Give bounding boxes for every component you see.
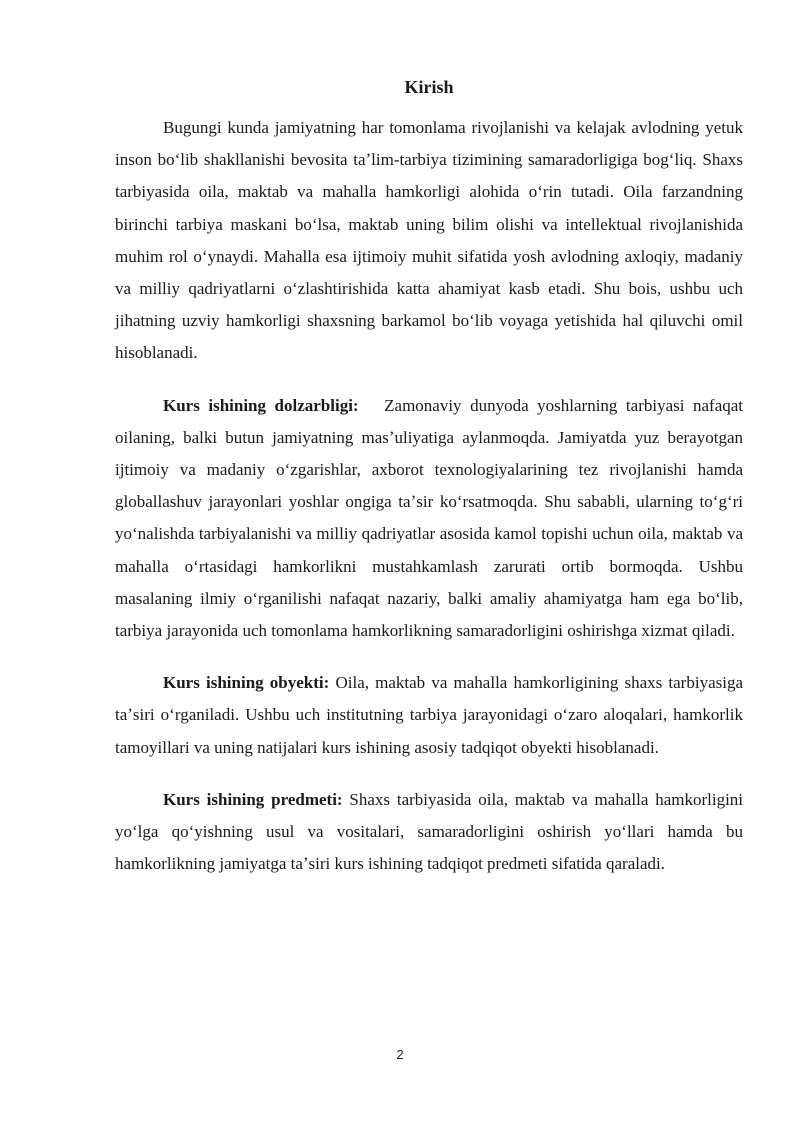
relevance-lead: Kurs ishining dolzarbligi: (163, 395, 359, 415)
object-lead: Kurs ishining obyekti: (163, 673, 330, 693)
relevance-text: Zamonaviy dunyoda yoshlarning tarbiyasi nafaqat oilaning, balki butun jamiyatning masʼuliyatiga aylanmoqda. Jamiyatda yuz berayotgan ijtimoiy va madaniy oʻzgarishlar, axborot texnologiyalarining tez rivojlanishi hamda globallashuv jarayonlari yoshlar ongiga taʼsir koʻrsatmoqda. Shu sababli, ularning toʻgʻri yoʻnalishda tarbiyalanishi va milliy qadriyatlar asosida kamol topishi uchun oila, maktab va mahalla oʻrtasidagi hamkorlikni mustahkamlash zarurati ortib bormoqda. Ushbu masalaning ilmiy oʻrganilishi nafaqat nazariy, balki amaliy ahamiyatga ham ega boʻlib, tarbiya jarayonida uch tomonlama hamkorlikning samaradorligini oshirishga xizmat qiladi. (115, 395, 744, 641)
subject-paragraph (115, 784, 743, 881)
intro-paragraph: Bugungi kunda jamiyatning har tomonlama rivojlanishi va kelajak avlodning yetuk inson boʻlib shakllanishi bevosita taʼlim-tarbiya tizimining samaradorligiga bogʻliq. Shaxs tarbiyasida oila, maktab va mahalla hamkorligi alohida oʻrin tutadi. Oila farzandning birinchi tarbiya maskani boʻlsa, maktab uning bilim olishi va intellektual rivojlanishida muhim rol oʻynaydi. Mahalla esa ijtimoiy muhit sifatida yosh avlodning axloqiy, madaniy va milliy qadriyatlarni oʻzlashtirishida katta ahamiyat kasb etadi. Shu bois, ushbu uch jihatning uzviy hamkorligi shaxsning barkamol boʻlib voyaga yetishida hal qiluvchi omil hisoblanadi. (115, 118, 743, 363)
subject-lead: Kurs ishining predmeti: (163, 789, 343, 809)
section-heading: Kirish (404, 77, 454, 97)
relevance-paragraph (115, 390, 743, 648)
object-text: Oila, maktab va mahalla hamkorligining shaxs tarbiyasiga taʼsiri oʻrganiladi. Ushbu uch institutning tarbiya jarayonidagi oʻzaro aloqalari, hamkorlik tamoyillari va uning natijalari kurs ishining asosiy tadqiqot obyekti hisoblanadi. (115, 673, 743, 757)
subject-text: Shaxs tarbiyasida oila, maktab va mahalla hamkorligini yoʻlga qoʻyishning usul va vositalari, samaradorligini oshirish yoʻllari hamda bu hamkorlikning jamiyatga taʼsiri kurs ishining tadqiqot predmeti sifatida qaraladi. (115, 789, 744, 874)
page-content (115, 72, 743, 900)
page-number: 2 (396, 1047, 404, 1062)
object-paragraph (115, 667, 743, 764)
